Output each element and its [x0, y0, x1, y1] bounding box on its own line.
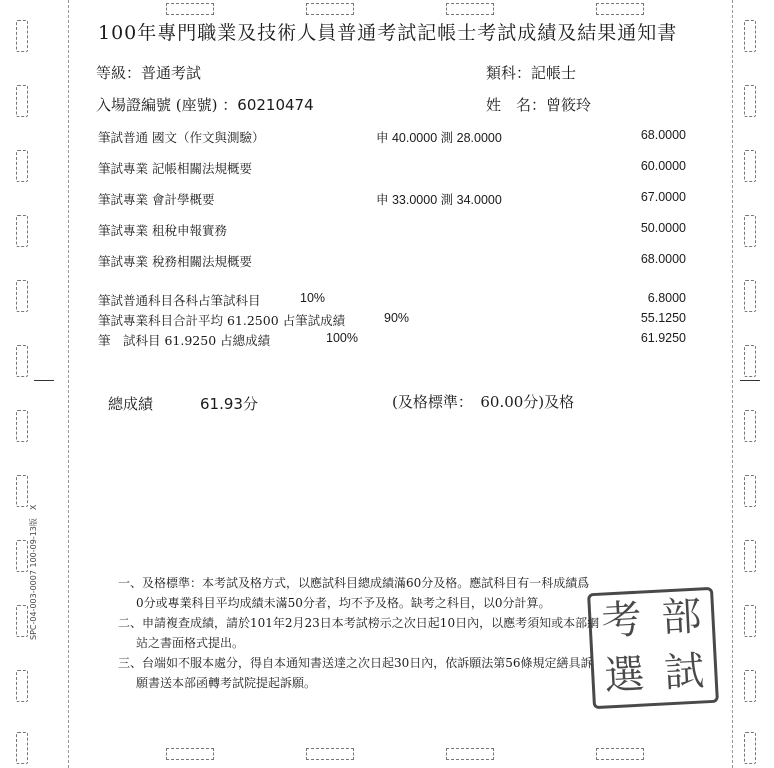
feed-hole [16, 605, 28, 637]
calc-percent: 100% [326, 331, 358, 345]
feed-hole [744, 20, 756, 52]
name-label: 姓 名： [486, 96, 547, 114]
right-tractor-strip [732, 0, 774, 768]
feed-hole [16, 85, 28, 117]
feed-hole [16, 215, 28, 247]
admission-sep: ： [222, 96, 238, 114]
calc-score: 61.9250 [640, 331, 686, 345]
tear-mark [166, 3, 214, 15]
perforation-line [68, 0, 69, 768]
official-seal [587, 587, 719, 709]
feed-hole [16, 410, 28, 442]
feed-hole [744, 670, 756, 702]
seal-char: 部 [660, 593, 703, 642]
note-line: 三、台端如不服本處分，得自本通知書送達之次日起30日內，依訴願法第56條規定繕具訴 [118, 656, 593, 670]
page-title: 100年專門職業及技術人員普通考試記帳士考試成績及結果通知書 [98, 22, 678, 44]
left-tractor-strip [0, 0, 42, 768]
feed-hole [16, 280, 28, 312]
feed-hole [16, 475, 28, 507]
tear-mark [446, 748, 494, 760]
fold-mark [740, 380, 760, 381]
pass-standard: (及格標準： 60.00分)及格 [392, 393, 575, 411]
admission-field [96, 94, 314, 115]
admission-number: 60210474 [237, 96, 314, 114]
subject-label: 筆試專業 記帳相關法規概要 [98, 161, 252, 176]
feed-hole [744, 215, 756, 247]
total-label: 總成績 [108, 395, 154, 413]
grade-label: 等級： [96, 64, 142, 82]
subject-label: 筆試專業 會計學概要 [98, 192, 215, 207]
calc-label: 筆 試科目 61.9250 占總成績 [98, 333, 271, 348]
feed-hole [744, 280, 756, 312]
calc-label: 筆試專業科目合計平均 61.2500 占筆試成績 [98, 313, 346, 328]
tear-mark [166, 748, 214, 760]
feed-hole [16, 150, 28, 182]
feed-hole [16, 345, 28, 377]
subject-label: 筆試普通 國文（作文與測驗） [98, 130, 265, 145]
feed-hole [16, 20, 28, 52]
tear-mark [596, 748, 644, 760]
subject-detail: 申 33.0000 測 34.0000 [376, 193, 502, 207]
fold-mark [34, 380, 54, 381]
category-field [486, 62, 576, 83]
tear-mark [306, 748, 354, 760]
calc-percent: 90% [384, 311, 410, 325]
seal-char: 試 [663, 648, 706, 697]
feed-hole [744, 410, 756, 442]
note-line: 0分或專業科目平均成績未滿50分者，均不予及格。缺考之科目，以0分計算。 [136, 596, 551, 610]
form-code: SPC-04-003-0007 100-09-13版 X [29, 504, 38, 640]
seal-char: 選 [603, 651, 646, 700]
admission-label: 入場證編號 (座號) [96, 96, 218, 114]
subject-label: 筆試專業 租稅申報實務 [98, 223, 227, 238]
total-value: 61.93分 [200, 395, 258, 413]
subject-score: 68.0000 [640, 252, 686, 266]
feed-hole [16, 670, 28, 702]
feed-hole [16, 732, 28, 764]
name-value: 曾筱玲 [546, 96, 592, 114]
feed-hole [16, 540, 28, 572]
note-line: 一、及格標準：本考試及格方式，以應試科目總成績滿60分及格。應試科目有一科成績爲 [118, 576, 590, 590]
subject-label: 筆試專業 稅務相關法規概要 [98, 254, 252, 269]
feed-hole [744, 150, 756, 182]
subject-score: 50.0000 [640, 221, 686, 235]
feed-hole [744, 732, 756, 764]
tear-mark [596, 3, 644, 15]
grade-value: 普通考試 [141, 64, 202, 82]
note-line: 願書送本部函轉考試院提起訴願。 [136, 676, 317, 690]
subject-score: 68.0000 [640, 128, 686, 142]
calc-score: 6.8000 [647, 291, 686, 305]
name-field [486, 94, 591, 115]
subject-detail: 申 40.0000 測 28.0000 [376, 131, 502, 145]
tear-mark [446, 3, 494, 15]
category-value: 記帳士 [531, 64, 577, 82]
feed-hole [744, 85, 756, 117]
feed-hole [744, 475, 756, 507]
feed-hole [744, 540, 756, 572]
note-line: 二、申請複查成績，請於101年2月23日本考試榜示之次日起10日內，以應考須知或本部網 [118, 616, 600, 630]
grade-field [96, 62, 201, 83]
feed-hole [744, 605, 756, 637]
calc-percent: 10% [300, 291, 326, 305]
calc-score: 55.1250 [640, 311, 686, 325]
note-line: 站之書面格式提出。 [136, 636, 245, 650]
category-label: 類科： [486, 64, 532, 82]
seal-char: 考 [600, 596, 643, 645]
subject-score: 67.0000 [640, 190, 686, 204]
subject-score: 60.0000 [640, 159, 686, 173]
calc-label: 筆試普通科目各科占筆試科目 [98, 293, 261, 308]
tear-mark [306, 3, 354, 15]
feed-hole [744, 345, 756, 377]
